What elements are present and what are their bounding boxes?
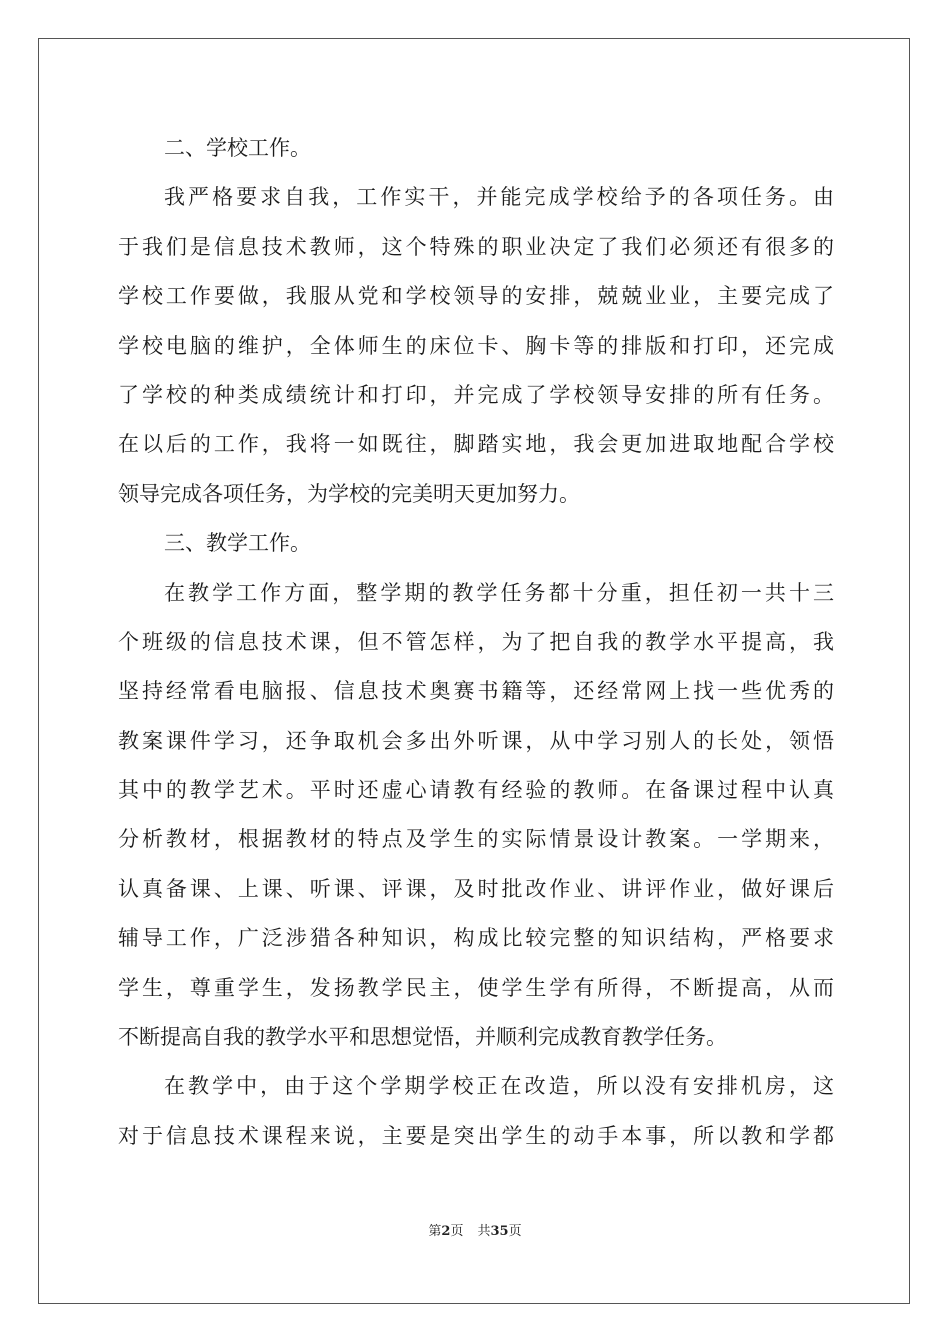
text-line: 教案课件学习，还争取机会多出外听课，从中学习别人的长处，领悟 [118, 728, 834, 753]
footer-total-unit: 页 [508, 1224, 522, 1239]
text-line: 其中的教学艺术。平时还虚心请教有经验的教师。在备课过程中认真 [118, 778, 834, 803]
text-line: 对于信息技术课程来说，主要是突出学生的动手本事，所以教和学都 [118, 1123, 834, 1148]
document-body [118, 124, 834, 1161]
footer-total-prefix: 共 [477, 1224, 491, 1239]
footer-prefix: 第 [428, 1224, 442, 1239]
page-footer [0, 1220, 950, 1239]
text-line: 我严格要求自我，工作实干，并能完成学校给予的各项任务。由 [164, 185, 834, 210]
text-line: 于我们是信息技术教师，这个特殊的职业决定了我们必须还有很多的 [118, 234, 834, 259]
text-line: 认真备课、上课、听课、评课，及时批改作业、讲评作业，做好课后 [118, 876, 834, 901]
text-line: 在教学工作方面，整学期的教学任务都十分重，担任初一共十三 [164, 580, 834, 605]
text-line: 了学校的种类成绩统计和打印，并完成了学校领导安排的所有任务。 [118, 382, 834, 407]
text-line: 在教学中，由于这个学期学校正在改造，所以没有安排机房，这 [164, 1074, 834, 1099]
text-line: 学生，尊重学生，发扬教学民主，使学生学有所得，不断提高，从而 [118, 975, 834, 1000]
text-line: 学校电脑的维护，全体师生的床位卡、胸卡等的排版和打印，还完成 [118, 333, 834, 358]
text-line: 二、学校工作。 [164, 136, 311, 160]
text-line: 学校工作要做，我服从党和学校领导的安排，兢兢业业，主要完成了 [118, 284, 834, 309]
text-line: 分析教材，根据教材的特点及学生的实际情景设计教案。一学期来， [118, 827, 834, 852]
text-line: 领导完成各项任务，为学校的完美明天更加努力。 [118, 481, 580, 506]
footer-page-unit: 页 [450, 1224, 464, 1239]
text-line: 辅导工作，广泛涉猎各种知识，构成比较完整的知识结构，严格要求 [118, 926, 834, 951]
total-page-count: 35 [490, 1224, 509, 1239]
text-line: 坚持经常看电脑报、信息技术奥赛书籍等，还经常网上找一些优秀的 [118, 679, 834, 704]
text-line: 个班级的信息技术课，但不管怎样，为了把自我的教学水平提高，我 [118, 629, 834, 654]
current-page-number: 2 [441, 1224, 451, 1239]
text-line: 不断提高自我的教学水平和思想觉悟，并顺利完成教育教学任务。 [118, 1025, 727, 1050]
text-line: 在以后的工作，我将一如既往，脚踏实地，我会更加进取地配合学校 [118, 432, 834, 457]
text-line: 三、教学工作。 [164, 531, 311, 556]
